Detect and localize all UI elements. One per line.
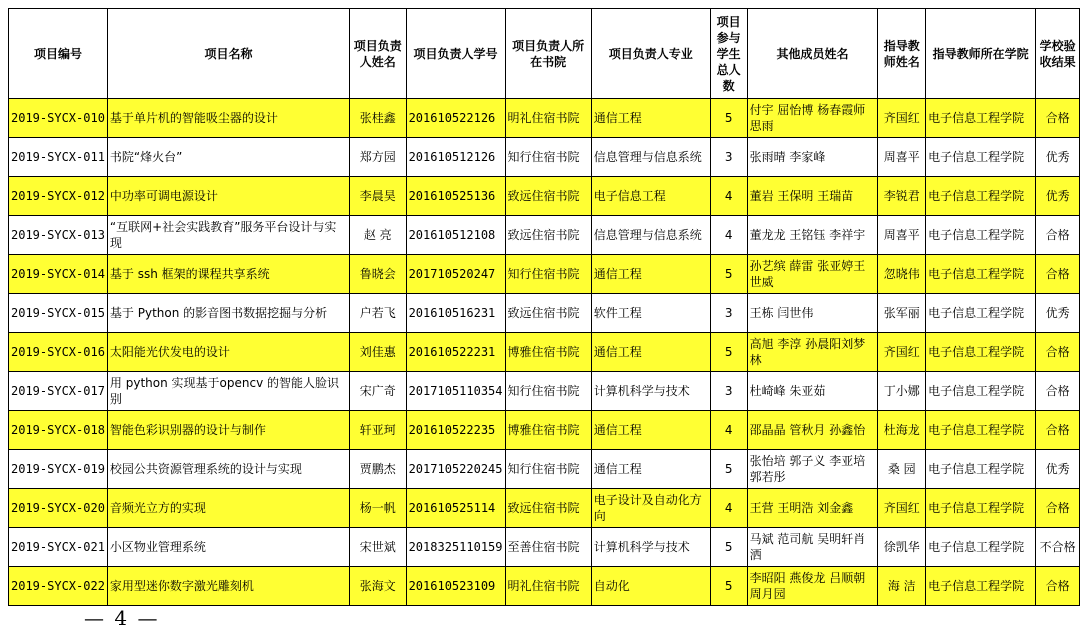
table-row [9,99,1080,138]
cell-leader-student-id: 201610522235 [406,411,505,450]
table-row [9,450,1080,489]
cell-leader-student-id: 201710520247 [406,255,505,294]
cell-leader-major: 信息管理与信息系统 [591,138,710,177]
cell-project-name: 小区物业管理系统 [107,528,349,567]
cell-participant-count: 4 [710,411,747,450]
cell-other-members: 邵晶晶 管秋月 孙鑫怡 [747,411,878,450]
cell-leader-student-id: 201610512108 [406,216,505,255]
cell-acceptance-result: 不合格 [1036,528,1080,567]
cell-advisor-school: 电子信息工程学院 [926,372,1036,411]
cell-project-id: 2019-SYCX-019 [9,450,108,489]
cell-leader-college: 知行住宿书院 [505,138,591,177]
cell-leader-college: 至善住宿书院 [505,528,591,567]
cell-advisor-school: 电子信息工程学院 [926,255,1036,294]
cell-advisor-school: 电子信息工程学院 [926,333,1036,372]
header-leader-name: 项目负责人姓名 [349,9,406,99]
header-advisor-school: 指导教师所在学院 [926,9,1036,99]
cell-acceptance-result: 合格 [1036,99,1080,138]
cell-participant-count: 3 [710,138,747,177]
cell-project-name: 基于 ssh 框架的课程共享系统 [107,255,349,294]
cell-acceptance-result: 优秀 [1036,450,1080,489]
cell-participant-count: 5 [710,567,747,606]
cell-other-members: 高旭 李淳 孙晨阳刘梦林 [747,333,878,372]
cell-leader-name: 李晨昊 [349,177,406,216]
cell-project-id: 2019-SYCX-012 [9,177,108,216]
header-acceptance-result: 学校验收结果 [1036,9,1080,99]
header-leader-college: 项目负责人所在书院 [505,9,591,99]
cell-participant-count: 4 [710,216,747,255]
cell-advisor-name: 齐国红 [878,489,926,528]
cell-leader-college: 知行住宿书院 [505,255,591,294]
cell-project-id: 2019-SYCX-020 [9,489,108,528]
cell-leader-college: 博雅住宿书院 [505,411,591,450]
cell-leader-name: 户若飞 [349,294,406,333]
cell-other-members: 李昭阳 燕俊龙 吕顺朝周月园 [747,567,878,606]
cell-leader-college: 博雅住宿书院 [505,333,591,372]
table-row [9,216,1080,255]
header-advisor-name: 指导教师姓名 [878,9,926,99]
cell-advisor-name: 齐国红 [878,99,926,138]
cell-leader-student-id: 201610523109 [406,567,505,606]
cell-advisor-school: 电子信息工程学院 [926,294,1036,333]
cell-project-name: 太阳能光伏发电的设计 [107,333,349,372]
cell-project-id: 2019-SYCX-018 [9,411,108,450]
cell-leader-college: 致远住宿书院 [505,489,591,528]
table-row [9,333,1080,372]
cell-acceptance-result: 合格 [1036,333,1080,372]
table-row [9,255,1080,294]
cell-leader-name: 宋世斌 [349,528,406,567]
cell-participant-count: 5 [710,255,747,294]
cell-advisor-name: 张军丽 [878,294,926,333]
cell-advisor-name: 齐国红 [878,333,926,372]
cell-project-name: 家用型迷你数字激光雕刻机 [107,567,349,606]
cell-project-name: 智能色彩识别器的设计与制作 [107,411,349,450]
cell-advisor-school: 电子信息工程学院 [926,177,1036,216]
cell-advisor-school: 电子信息工程学院 [926,216,1036,255]
cell-acceptance-result: 优秀 [1036,138,1080,177]
cell-leader-major: 自动化 [591,567,710,606]
cell-other-members: 张怡培 郭子义 李亚培郭若彤 [747,450,878,489]
cell-project-id: 2019-SYCX-015 [9,294,108,333]
cell-leader-name: 贾鹏杰 [349,450,406,489]
cell-other-members: 杜崎峰 朱亚茹 [747,372,878,411]
cell-advisor-school: 电子信息工程学院 [926,450,1036,489]
cell-leader-major: 计算机科学与技术 [591,372,710,411]
table-body [9,99,1080,606]
cell-advisor-name: 周喜平 [878,138,926,177]
cell-acceptance-result: 优秀 [1036,294,1080,333]
cell-leader-college: 致远住宿书院 [505,216,591,255]
cell-project-id: 2019-SYCX-017 [9,372,108,411]
cell-acceptance-result: 合格 [1036,255,1080,294]
cell-project-name: 基于 Python 的影音图书数据挖掘与分析 [107,294,349,333]
cell-project-name: 中功率可调电源设计 [107,177,349,216]
cell-project-name: 书院“烽火台” [107,138,349,177]
cell-leader-student-id: 2017105110354 [406,372,505,411]
cell-advisor-name: 李锐君 [878,177,926,216]
cell-leader-major: 通信工程 [591,411,710,450]
table-row [9,294,1080,333]
cell-project-id: 2019-SYCX-022 [9,567,108,606]
cell-leader-college: 知行住宿书院 [505,372,591,411]
cell-leader-student-id: 201610516231 [406,294,505,333]
cell-leader-student-id: 201610512126 [406,138,505,177]
cell-participant-count: 4 [710,177,747,216]
cell-advisor-school: 电子信息工程学院 [926,411,1036,450]
cell-leader-student-id: 201610522231 [406,333,505,372]
cell-leader-student-id: 2017105220245 [406,450,505,489]
cell-advisor-school: 电子信息工程学院 [926,528,1036,567]
cell-leader-college: 明礼住宿书院 [505,99,591,138]
table-row [9,489,1080,528]
table-row [9,567,1080,606]
cell-leader-student-id: 201610525114 [406,489,505,528]
table-row [9,177,1080,216]
cell-other-members: 王栋 闫世伟 [747,294,878,333]
cell-leader-major: 通信工程 [591,450,710,489]
cell-project-id: 2019-SYCX-016 [9,333,108,372]
cell-other-members: 马斌 范司航 吴明轩肖洒 [747,528,878,567]
cell-project-id: 2019-SYCX-021 [9,528,108,567]
cell-leader-major: 通信工程 [591,255,710,294]
cell-leader-student-id: 2018325110159 [406,528,505,567]
cell-participant-count: 5 [710,528,747,567]
page-number: — 4 — [84,606,160,630]
cell-acceptance-result: 优秀 [1036,177,1080,216]
cell-project-name: 校园公共资源管理系统的设计与实现 [107,450,349,489]
table-row [9,372,1080,411]
cell-leader-name: 郑方园 [349,138,406,177]
cell-leader-college: 明礼住宿书院 [505,567,591,606]
cell-advisor-school: 电子信息工程学院 [926,99,1036,138]
cell-leader-name: 杨一帆 [349,489,406,528]
header-leader-major: 项目负责人专业 [591,9,710,99]
cell-participant-count: 5 [710,99,747,138]
header-row [9,9,1080,99]
cell-leader-major: 信息管理与信息系统 [591,216,710,255]
cell-advisor-name: 海 洁 [878,567,926,606]
cell-project-id: 2019-SYCX-011 [9,138,108,177]
cell-project-id: 2019-SYCX-013 [9,216,108,255]
cell-participant-count: 3 [710,294,747,333]
table-row [9,138,1080,177]
cell-advisor-name: 周喜平 [878,216,926,255]
cell-leader-college: 致远住宿书院 [505,294,591,333]
cell-other-members: 孙艺缤 薛雷 张亚婷王世威 [747,255,878,294]
cell-participant-count: 5 [710,333,747,372]
cell-other-members: 董龙龙 王铭钰 李祥宇 [747,216,878,255]
cell-project-name: 用 python 实现基于opencv 的智能人脸识别 [107,372,349,411]
cell-other-members: 张雨晴 李家峰 [747,138,878,177]
cell-acceptance-result: 合格 [1036,489,1080,528]
cell-leader-name: 轩亚珂 [349,411,406,450]
cell-acceptance-result: 合格 [1036,372,1080,411]
cell-leader-major: 电子信息工程 [591,177,710,216]
header-leader-student-id: 项目负责人学号 [406,9,505,99]
cell-leader-name: 赵 亮 [349,216,406,255]
cell-advisor-school: 电子信息工程学院 [926,567,1036,606]
cell-advisor-name: 桑 园 [878,450,926,489]
cell-other-members: 付宇 屈怡博 杨春霞师思雨 [747,99,878,138]
cell-acceptance-result: 合格 [1036,216,1080,255]
cell-leader-major: 计算机科学与技术 [591,528,710,567]
cell-leader-name: 鲁晓会 [349,255,406,294]
cell-advisor-name: 丁小娜 [878,372,926,411]
table-row [9,528,1080,567]
cell-leader-major: 电子设计及自动化方向 [591,489,710,528]
header-participant-count: 项目参与学生总人数 [710,9,747,99]
cell-leader-name: 张桂鑫 [349,99,406,138]
cell-leader-student-id: 201610525136 [406,177,505,216]
header-other-members: 其他成员姓名 [747,9,878,99]
cell-leader-college: 致远住宿书院 [505,177,591,216]
cell-participant-count: 5 [710,450,747,489]
cell-leader-major: 通信工程 [591,99,710,138]
cell-project-id: 2019-SYCX-014 [9,255,108,294]
cell-other-members: 董岩 王保明 王瑞苗 [747,177,878,216]
cell-leader-major: 软件工程 [591,294,710,333]
project-table [8,8,1080,606]
cell-advisor-name: 忽晓伟 [878,255,926,294]
cell-project-name: 基于单片机的智能吸尘器的设计 [107,99,349,138]
cell-advisor-name: 杜海龙 [878,411,926,450]
cell-leader-college: 知行住宿书院 [505,450,591,489]
cell-advisor-school: 电子信息工程学院 [926,138,1036,177]
cell-leader-name: 宋广奇 [349,372,406,411]
cell-leader-major: 通信工程 [591,333,710,372]
header-project-name: 项目名称 [107,9,349,99]
cell-acceptance-result: 合格 [1036,411,1080,450]
cell-advisor-name: 徐凯华 [878,528,926,567]
cell-leader-student-id: 201610522126 [406,99,505,138]
table-row [9,411,1080,450]
cell-project-name: 音频光立方的实现 [107,489,349,528]
cell-participant-count: 4 [710,489,747,528]
cell-leader-name: 张海文 [349,567,406,606]
cell-advisor-school: 电子信息工程学院 [926,489,1036,528]
cell-participant-count: 3 [710,372,747,411]
cell-other-members: 王营 王明浩 刘金鑫 [747,489,878,528]
cell-project-name: “互联网+社会实践教育”服务平台设计与实现 [107,216,349,255]
cell-project-id: 2019-SYCX-010 [9,99,108,138]
cell-acceptance-result: 合格 [1036,567,1080,606]
cell-leader-name: 刘佳惠 [349,333,406,372]
header-project-id: 项目编号 [9,9,108,99]
